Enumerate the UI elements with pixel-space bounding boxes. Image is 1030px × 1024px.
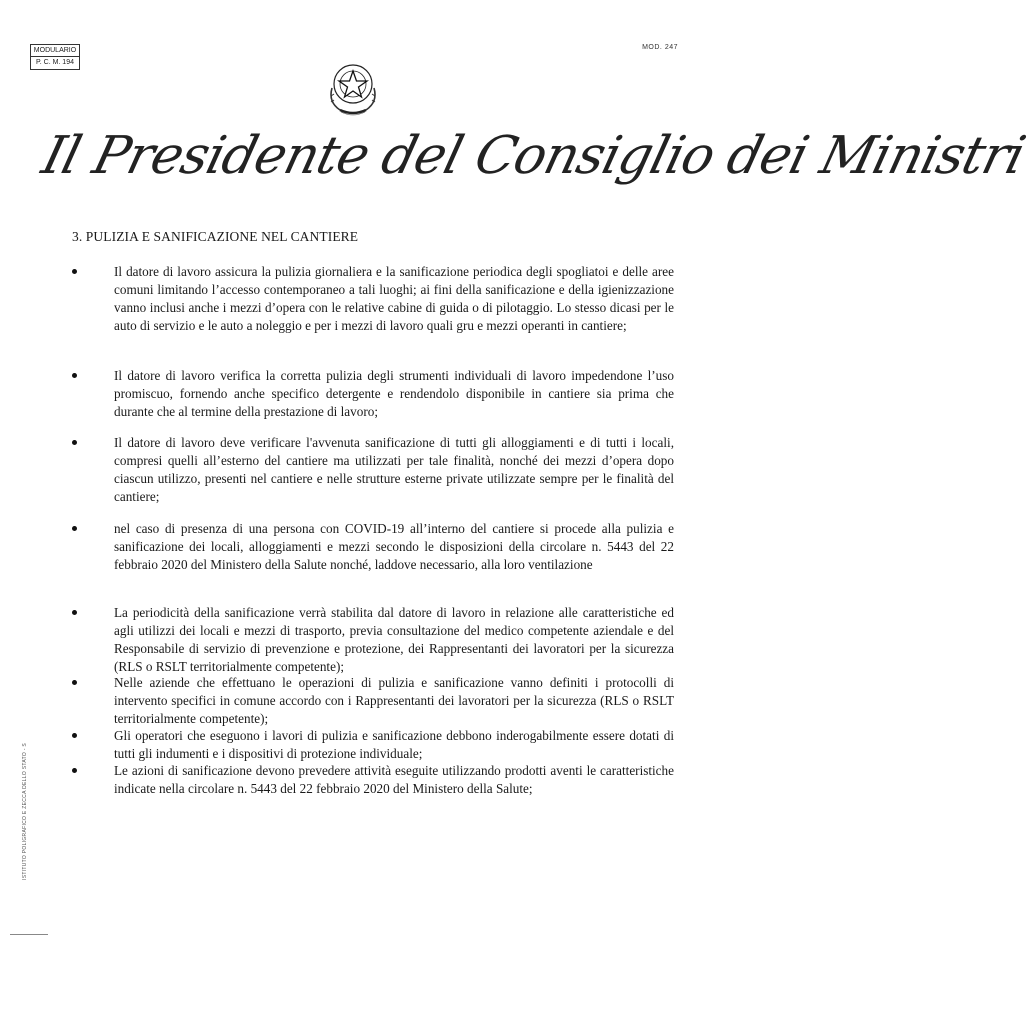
bullet-icon	[72, 440, 77, 445]
list-item-text: La periodicità della sanificazione verrà stabilita dal datore di lavoro in relazione alle caratteristiche ed agli utilizzi dei locali e mezzi di trasporto, previa consultazione del medico competente aziendale e del Responsabile di servizio di prevenzione e protezione, dei Rappresentanti dei lavoratori per la sicurezza (RLS o RSLT territorialmente competente);	[114, 605, 674, 674]
bullet-icon	[72, 526, 77, 531]
bullet-icon	[72, 373, 77, 378]
list-item-text: nel caso di presenza di una persona con COVID-19 all’interno del cantiere si procede alla pulizia e sanificazione dei locali, alloggiamenti e mezzi secondo le disposizioni della circolare n. 5443 del 22 febbraio 2020 del Ministero della Salute nonché, laddove necessario, alla loro ventilazione	[114, 521, 674, 572]
modulario-stamp	[30, 44, 80, 70]
list-item-text: Il datore di lavoro deve verificare l'avvenuta sanificazione di tutti gli alloggiamenti e di tutti i locali, compresi quelli all’esterno del cantiere ma utilizzati per tale finalità, nonché dei mezzi d’opera dopo ciascun utilizzo, presenti nel cantiere e nelle strutture esterne private utilizzate sempre per le finalità del cantiere;	[114, 435, 674, 504]
letterhead-script-title: Il Presidente del Consiglio dei Ministri	[36, 126, 1030, 186]
printer-imprint: ISTITUTO POLIGRAFICO E ZECCA DELLO STATO - S	[22, 742, 28, 880]
bullet-icon	[72, 733, 77, 738]
section-title: 3. PULIZIA E SANIFICAZIONE NEL CANTIERE	[72, 229, 359, 244]
stamp-line-2: P. C. M. 194	[35, 59, 74, 66]
list-item-text: Le azioni di sanificazione devono prevedere attività eseguite utilizzando prodotti aventi le caratteristiche indicate nella circolare n. 5443 del 22 febbraio 2020 del Ministero della Salute;	[114, 763, 674, 796]
bullet-icon	[72, 680, 77, 685]
bullet-icon	[72, 768, 77, 773]
italian-republic-emblem	[326, 58, 380, 120]
mod-label: MOD. 247	[642, 44, 678, 51]
bottom-rule	[10, 934, 48, 935]
stamp-line-1: MODULARIO	[31, 45, 79, 57]
bullet-icon	[72, 610, 77, 615]
list-item-text: Gli operatori che eseguono i lavori di pulizia e sanificazione debbono inderogabilmente essere dotati di tutti gli indumenti e i dispositivi di protezione individuale;	[114, 728, 674, 761]
list-item-text: Nelle aziende che effettuano le operazioni di pulizia e sanificazione vanno definiti i protocolli di intervento specifici in comune accordo con i Rappresentanti dei lavoratori per la sicurezza (RLS o RSLT territorialmente competente);	[114, 675, 674, 726]
list-item-text: Il datore di lavoro assicura la pulizia giornaliera e la sanificazione periodica degli spogliatoi e delle aree comuni limitando l’accesso contemporaneo a tali luoghi; ai fini della sanificazione e della igienizzazione vanno inclusi anche i mezzi d’opera con le relative cabine di guida o di pilotaggio. Lo stesso dicasi per le auto di servizio e le auto a noleggio e per i mezzi di lavoro quali gru e mezzi operanti in cantiere;	[114, 264, 674, 333]
bullet-icon	[72, 269, 77, 274]
list-item-text: Il datore di lavoro verifica la corretta pulizia degli strumenti individuali di lavoro impedendone l’uso promiscuo, fornendo anche specifico detergente e rendendolo disponibile in cantiere sia prima che durante che al termine della prestazione di lavoro;	[114, 368, 674, 419]
